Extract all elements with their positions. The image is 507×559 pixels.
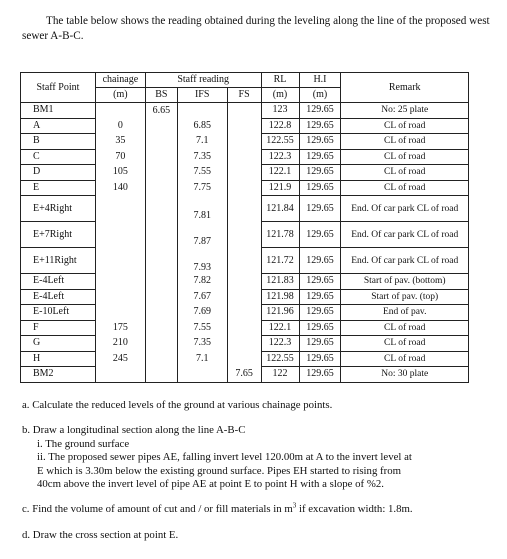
cell-fs [227, 336, 261, 352]
cell-staff-point: E-4Left [21, 274, 96, 290]
cell-rl: 121.83 [261, 274, 299, 290]
cell-ifs: 6.85 [177, 118, 227, 134]
cell-remark: CL of road [341, 336, 469, 352]
cell-fs [227, 305, 261, 321]
question-b-i: i. The ground surface [37, 437, 130, 450]
cell-chainage [95, 305, 145, 321]
cell-rl: 121.72 [261, 248, 299, 274]
header-ifs: IFS [177, 88, 227, 103]
cell-hi: 129.65 [299, 248, 341, 274]
cell-fs [227, 222, 261, 248]
cell-fs [227, 274, 261, 290]
table-row [21, 134, 469, 150]
cell-hi: 129.65 [299, 180, 341, 196]
cell-hi: 129.65 [299, 274, 341, 290]
cell-rl: 121.98 [261, 289, 299, 305]
cell-rl: 122.3 [261, 149, 299, 165]
cell-hi: 129.65 [299, 134, 341, 150]
cell-bs [145, 351, 177, 367]
table-row [21, 351, 469, 367]
header-chainage-unit: (m) [95, 88, 145, 103]
cell-bs [145, 274, 177, 290]
cell-chainage: 140 [95, 180, 145, 196]
cell-staff-point: E+4Right [21, 196, 96, 222]
cell-bs [145, 118, 177, 134]
header-rl-unit: (m) [261, 88, 299, 103]
cell-hi: 129.65 [299, 118, 341, 134]
cell-remark: Start of pav. (top) [341, 289, 469, 305]
cell-rl: 121.96 [261, 305, 299, 321]
cell-ifs: 7.55 [177, 320, 227, 336]
cell-hi: 129.65 [299, 305, 341, 321]
cell-bs [145, 134, 177, 150]
header-staff-point: Staff Point [21, 73, 96, 103]
cell-hi: 129.65 [299, 351, 341, 367]
table-row [21, 274, 469, 290]
table-row [21, 165, 469, 181]
cell-bs [145, 222, 177, 248]
cell-fs [227, 134, 261, 150]
table-row [21, 103, 469, 119]
cell-chainage: 70 [95, 149, 145, 165]
cell-staff-point: D [21, 165, 96, 181]
table-row [21, 367, 469, 383]
table-row [21, 336, 469, 352]
cell-bs [145, 248, 177, 274]
cell-rl: 122.1 [261, 320, 299, 336]
cell-remark: CL of road [341, 351, 469, 367]
cell-bs [145, 320, 177, 336]
header-bs: BS [145, 88, 177, 103]
cell-ifs: 7.55 [177, 165, 227, 181]
cell-remark: End. Of car park CL of road [341, 222, 469, 248]
cell-rl: 122.3 [261, 336, 299, 352]
cell-fs: 7.65 [227, 367, 261, 383]
cell-ifs [177, 367, 227, 383]
cell-rl: 122.1 [261, 165, 299, 181]
question-b [22, 424, 492, 491]
intro-text: The table below shows the reading obtained during the leveling along the line of the proposed west sewer A-B-C. [22, 15, 490, 42]
cell-staff-point: BM2 [21, 367, 96, 383]
cell-hi: 129.65 [299, 222, 341, 248]
cell-hi: 129.65 [299, 196, 341, 222]
cell-staff-point: C [21, 149, 96, 165]
cell-bs: 6.65 [145, 103, 177, 119]
question-d: d. Draw the cross section at point E. [22, 528, 179, 541]
table-row [21, 222, 469, 248]
cell-rl: 122.55 [261, 351, 299, 367]
cell-ifs: 7.67 [177, 289, 227, 305]
cell-ifs: 7.35 [177, 149, 227, 165]
question-c-after: if excavation width: 1.8m. [296, 503, 413, 516]
cell-rl: 121.84 [261, 196, 299, 222]
cell-remark: End of pav. [341, 305, 469, 321]
cell-rl: 122.8 [261, 118, 299, 134]
cell-ifs: 7.82 [177, 274, 227, 290]
header-hi: H.I [299, 73, 341, 88]
cell-chainage: 175 [95, 320, 145, 336]
cell-bs [145, 149, 177, 165]
cell-hi: 129.65 [299, 289, 341, 305]
cell-hi: 129.65 [299, 103, 341, 119]
cell-staff-point: H [21, 351, 96, 367]
cell-chainage [95, 248, 145, 274]
cell-fs [227, 320, 261, 336]
question-c [22, 503, 492, 516]
cell-ifs: 7.75 [177, 180, 227, 196]
cell-staff-point: E-10Left [21, 305, 96, 321]
cell-fs [227, 196, 261, 222]
question-c-sup: 3 [292, 501, 297, 510]
question-b-title: b. Draw a longitudinal section along the line A-B-C [22, 424, 246, 437]
table-row [21, 289, 469, 305]
cell-ifs: 7.1 [177, 134, 227, 150]
cell-bs [145, 196, 177, 222]
header-remark: Remark [341, 73, 469, 103]
question-b-ii-line1: ii. The proposed sewer pipes AE, falling invert level 120.00m at A to the invert level at [37, 451, 412, 464]
table-row [21, 248, 469, 274]
cell-staff-point: E [21, 180, 96, 196]
cell-fs [227, 118, 261, 134]
cell-chainage: 105 [95, 165, 145, 181]
cell-chainage [95, 196, 145, 222]
cell-fs [227, 180, 261, 196]
cell-fs [227, 165, 261, 181]
questions-section [22, 399, 492, 542]
cell-remark: End. Of car park CL of road [341, 248, 469, 274]
cell-chainage: 245 [95, 351, 145, 367]
cell-fs [227, 103, 261, 119]
cell-chainage: 210 [95, 336, 145, 352]
cell-staff-point: E+11Right [21, 248, 96, 274]
cell-hi: 129.65 [299, 320, 341, 336]
cell-staff-point: B [21, 134, 96, 150]
leveling-table [20, 72, 469, 383]
cell-remark: End. Of car park CL of road [341, 196, 469, 222]
cell-chainage [95, 367, 145, 383]
cell-hi: 129.65 [299, 336, 341, 352]
cell-chainage: 0 [95, 118, 145, 134]
cell-remark: CL of road [341, 165, 469, 181]
table-row [21, 305, 469, 321]
cell-rl: 123 [261, 103, 299, 119]
cell-remark: CL of road [341, 149, 469, 165]
cell-staff-point: E+7Right [21, 222, 96, 248]
cell-hi: 129.65 [299, 149, 341, 165]
header-fs: FS [227, 88, 261, 103]
cell-ifs: 7.87 [177, 222, 227, 248]
table-row [21, 320, 469, 336]
cell-bs [145, 180, 177, 196]
table-row [21, 180, 469, 196]
header-chainage: chainage [95, 73, 145, 88]
table-row [21, 118, 469, 134]
cell-chainage [95, 222, 145, 248]
cell-rl: 122 [261, 367, 299, 383]
cell-bs [145, 165, 177, 181]
cell-fs [227, 351, 261, 367]
cell-staff-point: A [21, 118, 96, 134]
cell-fs [227, 248, 261, 274]
cell-chainage: 35 [95, 134, 145, 150]
cell-bs [145, 336, 177, 352]
cell-staff-point: BM1 [21, 103, 96, 119]
cell-staff-point: G [21, 336, 96, 352]
cell-chainage [95, 274, 145, 290]
cell-remark: CL of road [341, 118, 469, 134]
cell-rl: 122.55 [261, 134, 299, 150]
cell-rl: 121.9 [261, 180, 299, 196]
cell-fs [227, 149, 261, 165]
cell-remark: No: 25 plate [341, 103, 469, 119]
cell-rl: 121.78 [261, 222, 299, 248]
cell-staff-point: F [21, 320, 96, 336]
cell-hi: 129.65 [299, 367, 341, 383]
cell-chainage [95, 103, 145, 119]
table-row [21, 149, 469, 165]
cell-fs [227, 289, 261, 305]
header-staff-reading: Staff reading [145, 73, 261, 88]
header-hi-unit: (m) [299, 88, 341, 103]
cell-bs [145, 289, 177, 305]
cell-staff-point: E-4Left [21, 289, 96, 305]
cell-ifs: 7.1 [177, 351, 227, 367]
cell-chainage [95, 289, 145, 305]
cell-ifs: 7.93 [177, 248, 227, 274]
cell-ifs [177, 103, 227, 119]
cell-ifs: 7.69 [177, 305, 227, 321]
cell-ifs: 7.35 [177, 336, 227, 352]
table-row [21, 196, 469, 222]
question-c-before: c. Find the volume of amount of cut and / or fill materials in m [22, 503, 293, 516]
cell-ifs: 7.81 [177, 196, 227, 222]
question-b-ii-line3: 40cm above the invert level of pipe AE at point E to point H with a slope of %2. [37, 478, 384, 491]
cell-remark: Start of pav. (bottom) [341, 274, 469, 290]
cell-hi: 129.65 [299, 165, 341, 181]
cell-remark: CL of road [341, 134, 469, 150]
cell-bs [145, 305, 177, 321]
question-b-ii-line2: E which is 3.30m below the existing ground surface. Pipes EH started to rising from [37, 464, 402, 477]
question-a: a. Calculate the reduced levels of the ground at various chainage points. [22, 399, 333, 411]
cell-remark: No: 30 plate [341, 367, 469, 383]
header-rl: RL [261, 73, 299, 88]
cell-remark: CL of road [341, 320, 469, 336]
cell-bs [145, 367, 177, 383]
cell-remark: CL of road [341, 180, 469, 196]
